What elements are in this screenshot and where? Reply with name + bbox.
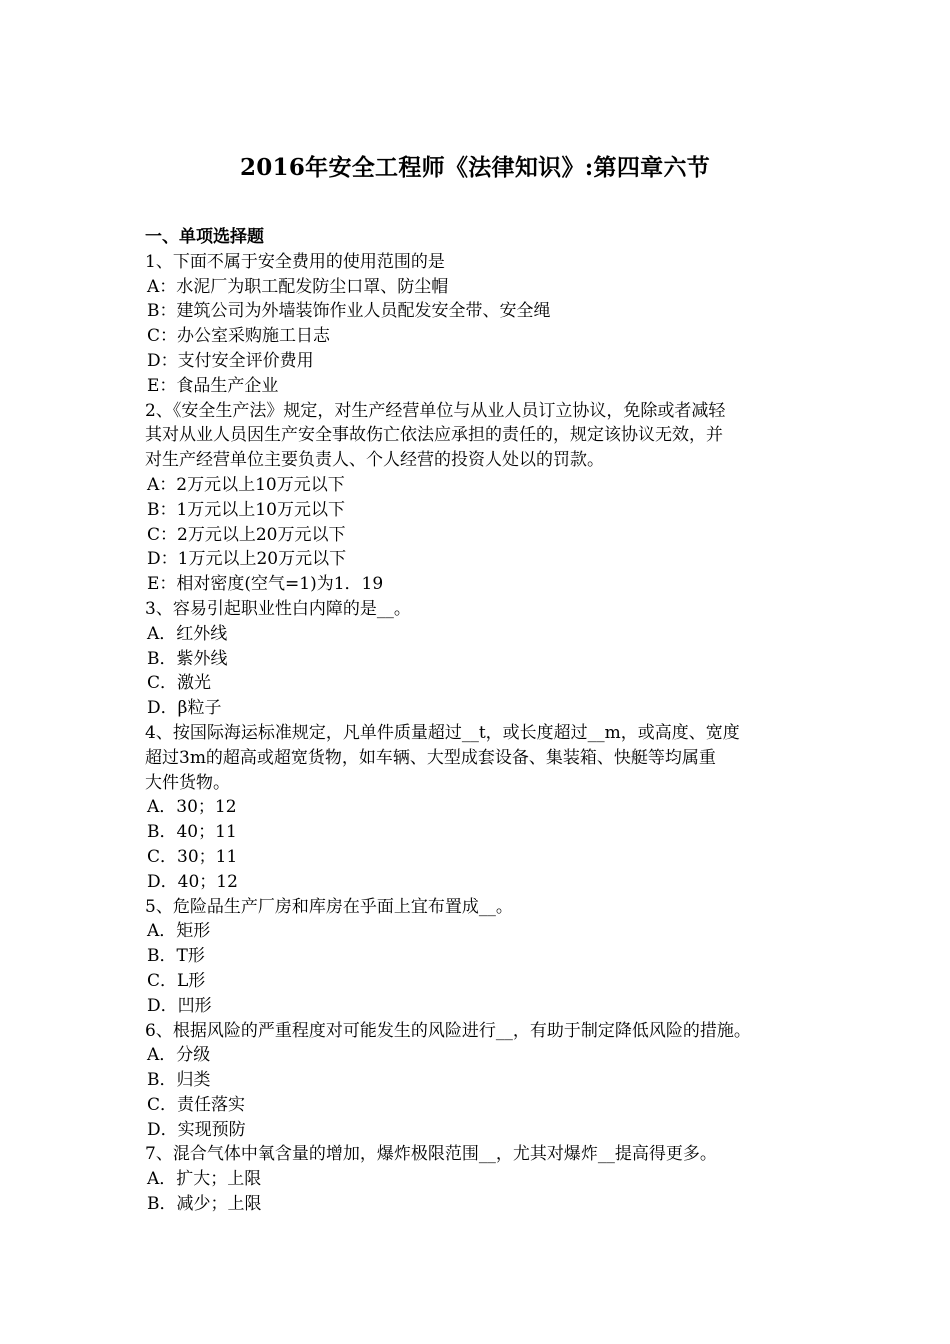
answer-option: D．β粒子 bbox=[147, 698, 222, 719]
answer-option: D．40；12 bbox=[147, 871, 238, 892]
section-heading: 一、单项选择题 bbox=[145, 227, 264, 247]
answer-option: E：相对密度(空气=1)为1．19 bbox=[147, 574, 384, 595]
question-4 bbox=[145, 721, 815, 895]
question-stem-line: 5、危险品生产厂房和库房在乎面上宜布置成__。 bbox=[145, 896, 513, 917]
answer-option: D．实现预防 bbox=[147, 1119, 246, 1140]
answer-option: D：1万元以上20万元以下 bbox=[147, 549, 347, 570]
answer-option: E：食品生产企业 bbox=[147, 375, 279, 396]
question-stem-line: 4、按国际海运标准规定，凡单件质量超过__t，或长度超过__m，或高度、宽度 bbox=[145, 722, 740, 743]
answer-option: B．T形 bbox=[147, 946, 205, 967]
answer-option: B：建筑公司为外墙装饰作业人员配发安全带、安全绳 bbox=[147, 301, 551, 322]
answer-option: C．L形 bbox=[147, 970, 206, 991]
document-title: 2016年安全工程师《法律知识》:第四章六节 bbox=[239, 154, 711, 181]
question-7 bbox=[145, 1142, 815, 1216]
answer-option: A：2万元以上10万元以下 bbox=[147, 474, 345, 495]
answer-option: D．凹形 bbox=[147, 995, 212, 1016]
question-stem-line: 其对从业人员因生产安全事故伤亡依法应承担的责任的，规定该协议无效，并 bbox=[145, 425, 723, 446]
question-stem-line: 2、《安全生产法》规定，对生产经营单位与从业人员订立协议，免除或者减轻 bbox=[145, 400, 726, 421]
answer-option: A．扩大；上限 bbox=[147, 1169, 262, 1190]
question-stem-line: 对生产经营单位主要负责人、个人经营的投资人处以的罚款。 bbox=[145, 450, 604, 471]
answer-option: B．紫外线 bbox=[147, 648, 228, 669]
question-stem-line: 大件货物。 bbox=[145, 772, 230, 793]
answer-option: B．归类 bbox=[147, 1070, 211, 1091]
answer-option: C：2万元以上20万元以下 bbox=[147, 524, 346, 545]
answer-option: B．减少；上限 bbox=[147, 1194, 262, 1215]
answer-option: C．30；11 bbox=[147, 846, 238, 867]
answer-option: A：水泥厂为职工配发防尘口罩、防尘帽 bbox=[147, 276, 449, 297]
answer-option: A．矩形 bbox=[147, 921, 211, 942]
answer-option: C．责任落实 bbox=[147, 1094, 246, 1115]
answer-option: A．分级 bbox=[147, 1045, 211, 1066]
question-stem-line: 1、下面不属于安全费用的使用范围的是 bbox=[145, 251, 445, 272]
answer-option: A．红外线 bbox=[147, 623, 228, 644]
question-5 bbox=[145, 895, 815, 1019]
answer-option: B：1万元以上10万元以下 bbox=[147, 499, 345, 520]
question-stem-line: 7、混合气体中氧含量的增加，爆炸极限范围__，尤其对爆炸__提高得更多。 bbox=[145, 1144, 717, 1165]
answer-option: B．40；11 bbox=[147, 822, 237, 843]
answer-option: C．激光 bbox=[147, 673, 212, 694]
document-body bbox=[145, 225, 815, 1217]
question-1 bbox=[145, 250, 815, 399]
answer-option: D：支付安全评价费用 bbox=[147, 350, 314, 371]
question-stem-line: 超过3m的超高或超宽货物，如车辆、大型成套设备、集装箱、快艇等均属重 bbox=[145, 747, 716, 768]
question-2 bbox=[145, 399, 815, 597]
answer-option: C：办公室采购施工日志 bbox=[147, 326, 331, 347]
question-stem-line: 6、根据风险的严重程度对可能发生的风险进行__，有助于制定降低风险的措施。 bbox=[145, 1020, 751, 1041]
question-3 bbox=[145, 597, 815, 721]
answer-option: A．30；12 bbox=[147, 797, 237, 818]
question-6 bbox=[145, 1019, 815, 1143]
question-stem-line: 3、容易引起职业性白内障的是__。 bbox=[145, 598, 411, 619]
